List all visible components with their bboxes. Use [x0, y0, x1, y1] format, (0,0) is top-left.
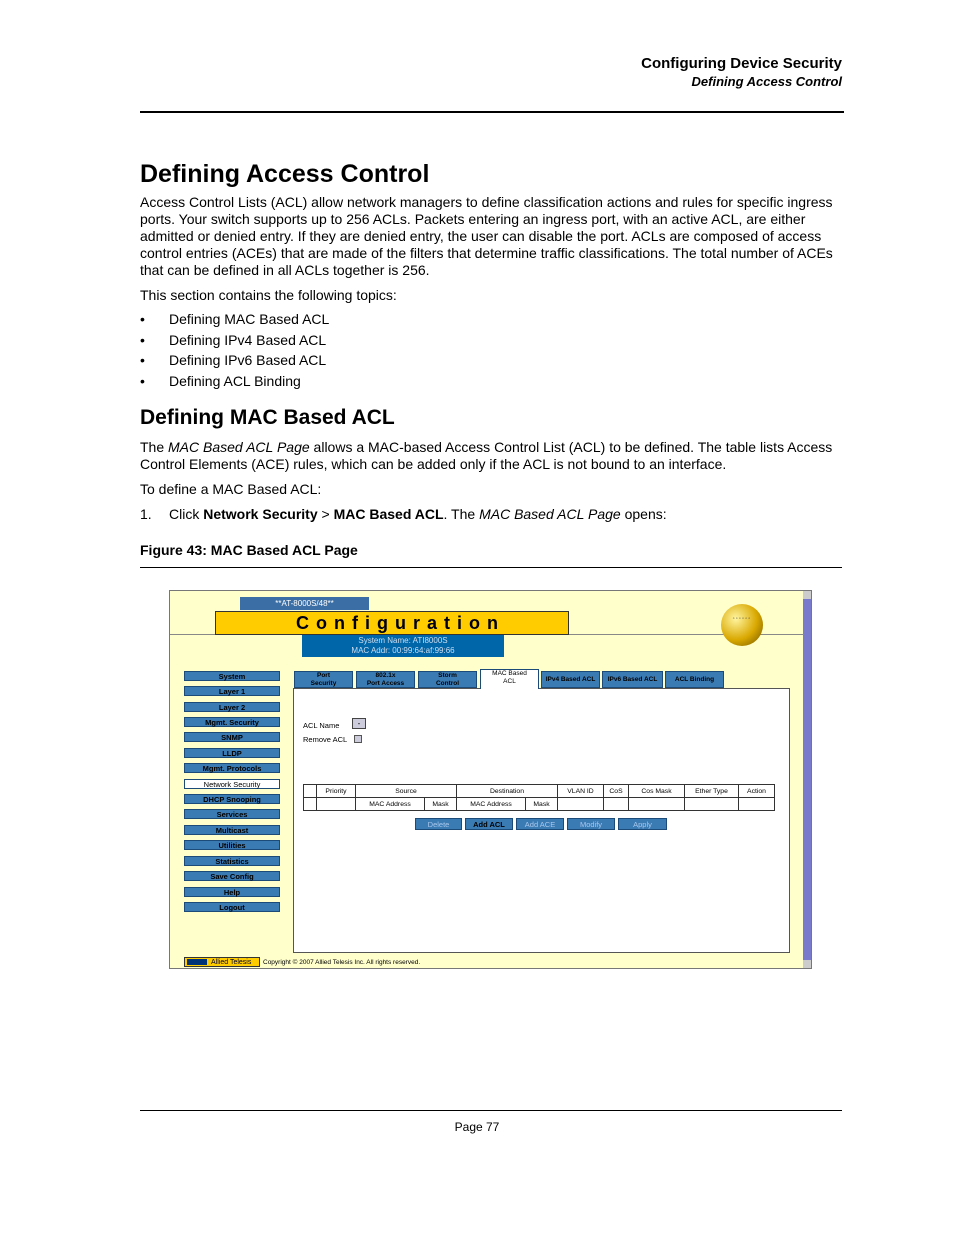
copyright-text: Copyright © 2007 Allied Telesis Inc. All rights reserved.	[263, 959, 421, 966]
nav-lldp[interactable]: LLDP	[184, 748, 280, 758]
bullet-icon: •	[140, 331, 145, 348]
section-title: Defining MAC Based ACL	[140, 406, 395, 429]
nav-network-security[interactable]: Network Security	[184, 779, 280, 789]
nav-dhcp-snooping[interactable]: DHCP Snooping	[184, 794, 280, 804]
add-acl-button[interactable]: Add ACL	[465, 818, 513, 830]
list-item: • Defining IPv6 Based ACL	[140, 352, 327, 368]
list-item: • Defining MAC Based ACL	[140, 311, 330, 327]
tab-port-access[interactable]: 802.1x Port Access	[356, 671, 415, 688]
bullet-icon: •	[140, 311, 145, 327]
nav-layer1[interactable]: Layer 1	[184, 686, 280, 696]
page-number: Page 77	[454, 1120, 500, 1134]
nav-save-config[interactable]: Save Config	[184, 871, 280, 881]
nav-utilities[interactable]: Utilities	[184, 840, 280, 850]
nav-mgmt-security[interactable]: Mgmt. Security	[184, 717, 280, 727]
mac-acl-screenshot	[169, 590, 812, 969]
tab-port-security[interactable]: Port Security	[294, 671, 353, 688]
procedure-intro: To define a MAC Based ACL:	[140, 481, 322, 497]
allied-telesis-logo: Allied Telesis	[184, 957, 260, 967]
header-rule	[140, 111, 844, 113]
scroll-up-icon[interactable]	[803, 591, 811, 599]
running-header-section: Defining Access Control	[691, 74, 842, 89]
delete-button[interactable]: Delete	[415, 818, 462, 830]
nav-help[interactable]: Help	[184, 887, 280, 897]
intro-paragraph: Access Control Lists (ACL) allow network managers to define classification actions and rules for specific ingress ports. Your switch supports up to 256 ACLs. Packets entering an ingress port, with an active ACL, are either admitted or denied entry. If they are denied entry, the user can disable the port. ACLs are composed of access control entries (ACEs) that are made of the filters that determine traffic classifications. The total number of ACEs that can be defined in all ACLs together is 256.	[140, 194, 833, 278]
system-info: System Name: ATI8000S MAC Addr: 00:99:64:af:99:66	[302, 635, 504, 657]
nav-services[interactable]: Services	[184, 809, 280, 819]
footer-rule	[140, 1110, 842, 1111]
list-item: • Defining ACL Binding	[140, 372, 301, 389]
acl-name-select[interactable]: -	[352, 718, 366, 729]
nav-system[interactable]: System	[184, 671, 280, 681]
running-header-chapter: Configuring Device Security	[641, 55, 842, 72]
topic-list	[140, 311, 329, 393]
figure-caption: Figure 43: MAC Based ACL Page	[140, 542, 358, 558]
bullet-icon: •	[140, 372, 145, 389]
nav-mgmt-protocols[interactable]: Mgmt. Protocols	[184, 763, 280, 773]
topics-intro: This section contains the following topics:	[140, 287, 397, 303]
table-row: MAC Address Mask MAC Address Mask	[304, 798, 775, 811]
apply-button[interactable]: Apply	[618, 818, 667, 830]
modify-button[interactable]: Modify	[567, 818, 615, 830]
nav-multicast[interactable]: Multicast	[184, 825, 280, 835]
device-tab: **AT-8000S/48**	[240, 597, 369, 610]
configuration-banner: Configuration	[215, 611, 569, 635]
remove-acl-label: Remove ACL	[303, 735, 348, 744]
ace-table	[303, 784, 775, 811]
nav-layer2[interactable]: Layer 2	[184, 702, 280, 712]
figure-rule	[140, 567, 842, 568]
tab-ipv6-acl[interactable]: IPv6 Based ACL	[602, 671, 663, 688]
section-paragraph: The MAC Based ACL Page allows a MAC-based Access Control List (ACL) to be defined. The table lists Access Control Elements (ACE) rules, which can be added only if the ACL is not bound to an interface.	[140, 439, 833, 472]
nav-snmp[interactable]: SNMP	[184, 732, 280, 742]
remove-acl-checkbox[interactable]	[354, 735, 362, 743]
tab-acl-binding[interactable]: ACL Binding	[665, 671, 724, 688]
scroll-down-icon[interactable]	[803, 960, 811, 968]
table-row: Priority Source Destination VLAN ID CoS Cos Mask Ether Type Action	[304, 785, 775, 798]
procedure-step: 1. Click Network Security > MAC Based ACL. The MAC Based ACL Page opens:	[140, 506, 667, 522]
list-item: • Defining IPv4 Based ACL	[140, 331, 327, 348]
bullet-icon: •	[140, 352, 145, 368]
add-ace-button[interactable]: Add ACE	[516, 818, 564, 830]
nav-logout[interactable]: Logout	[184, 902, 280, 912]
globe-logo-icon: ◦◦◦◦◦◦	[721, 604, 763, 646]
scrollbar[interactable]	[803, 591, 811, 968]
acl-name-label: ACL Name	[303, 721, 340, 730]
nav-statistics[interactable]: Statistics	[184, 856, 280, 866]
tab-storm-control[interactable]: Storm Control	[418, 671, 477, 688]
page-title: Defining Access Control	[140, 160, 430, 188]
tab-ipv4-acl[interactable]: IPv4 Based ACL	[541, 671, 600, 688]
tab-mac-based-acl[interactable]: MAC Based ACL	[480, 669, 539, 689]
